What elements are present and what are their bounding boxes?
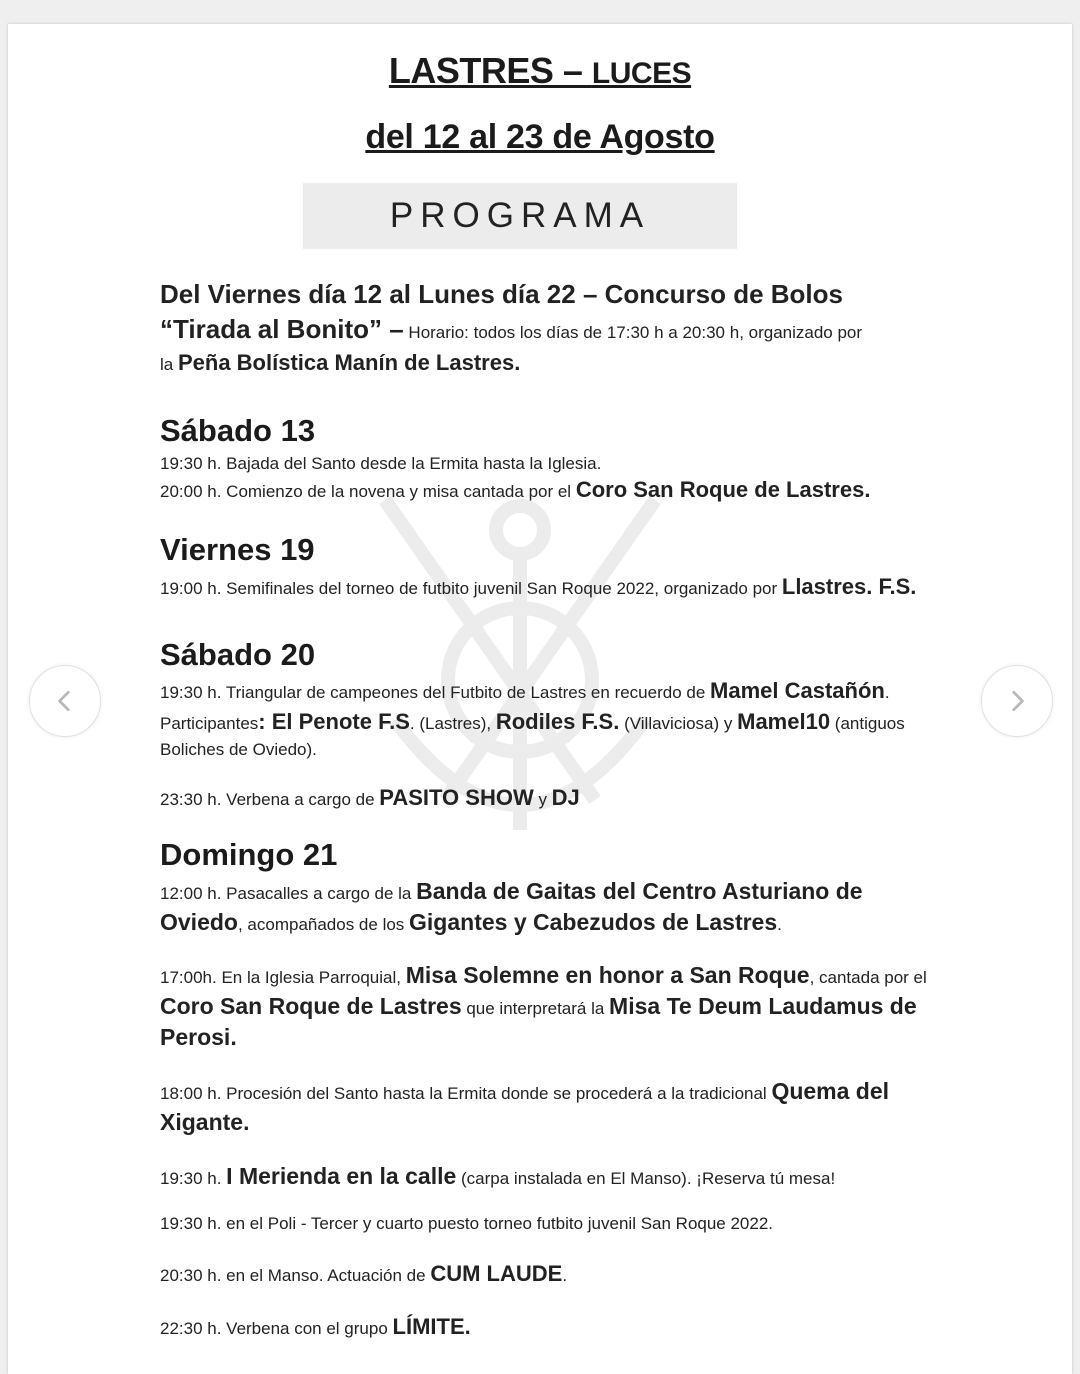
domingo21-event-c-line-2: Xigante. — [160, 1109, 250, 1135]
sabado13-event-2: 20:00 h. Comienzo de la novena y misa cantada por el Coro San Roque de Lastres. — [160, 477, 871, 502]
domingo21-event-b-line-1: 17:00h. En la Iglesia Parroquial, Misa Solemne en honor a San Roque, cantada por el — [160, 962, 927, 988]
sabado20-event-2: 23:30 h. Verbena a cargo de PASITO SHOW y DJ — [160, 785, 580, 810]
chevron-right-icon — [1004, 688, 1030, 714]
domingo21-event-a-line-2: Oviedo, acompañados de los Gigantes y Cabezudos de Lastres. — [160, 909, 782, 935]
domingo21-event-d: 19:30 h. I Merienda en la calle (carpa instalada en El Manso). ¡Reserva tú mesa! — [160, 1163, 836, 1189]
day-heading-sabado-20: Sábado 20 — [160, 637, 316, 672]
sabado20-event-1: 19:30 h. Triangular de campeones del Futbito de Lastres en recuerdo de Mamel Castañón. — [160, 678, 890, 703]
bolos-line-3: la Peña Bolística Manín de Lastres. — [160, 350, 521, 375]
domingo21-event-b-line-3: Perosi. — [160, 1024, 237, 1050]
chevron-left-icon — [52, 688, 78, 714]
programa-banner: PROGRAMA — [303, 183, 737, 249]
viernes19-event-1: 19:00 h. Semifinales del torneo de futbito juvenil San Roque 2022, organizado por Llastres. F.S. — [160, 574, 917, 599]
domingo21-event-f: 20:30 h. en el Manso. Actuación de CUM LAUDE. — [160, 1261, 568, 1286]
domingo21-event-c-line-1: 18:00 h. Procesión del Santo hasta la Ermita donde se procederá a la tradicional Quema del — [160, 1078, 890, 1104]
sabado20-participants: Participantes: El Penote F.S. (Lastres), Rodiles F.S. (Villaviciosa) y Mamel10 (antiguos — [160, 709, 905, 734]
domingo21-event-g: 22:30 h. Verbena con el grupo LÍMITE. — [160, 1314, 471, 1339]
day-heading-viernes-19: Viernes 19 — [160, 532, 315, 567]
domingo21-event-e: 19:30 h. en el Poli - Tercer y cuarto puesto torneo futbito juvenil San Roque 2022. — [160, 1214, 774, 1233]
previous-button[interactable] — [29, 665, 101, 737]
domingo21-event-a-line-1: 12:00 h. Pasacalles a cargo de la Banda de Gaitas del Centro Asturiano de — [160, 878, 863, 904]
dates-subtitle: del 12 al 23 de Agosto — [365, 118, 715, 156]
next-button[interactable] — [981, 665, 1053, 737]
day-heading-domingo-21: Domingo 21 — [160, 837, 338, 872]
sabado20-participants-cont: Boliches de Oviedo). — [160, 740, 317, 759]
day-heading-sabado-13: Sábado 13 — [160, 413, 316, 448]
domingo21-event-b-line-2: Coro San Roque de Lastres que interpretará la Misa Te Deum Laudamus de — [160, 993, 917, 1019]
bolos-line-2: “Tirada al Bonito” – Horario: todos los días de 17:30 h a 20:30 h, organizado por — [160, 314, 863, 344]
sabado13-event-1: 19:30 h. Bajada del Santo desde la Ermita hasta la Iglesia. — [160, 454, 602, 473]
page-title: LASTRES – LUCES — [388, 50, 692, 91]
bolos-line-1: Del Viernes día 12 al Lunes día 22 – Concurso de Bolos — [160, 279, 843, 309]
